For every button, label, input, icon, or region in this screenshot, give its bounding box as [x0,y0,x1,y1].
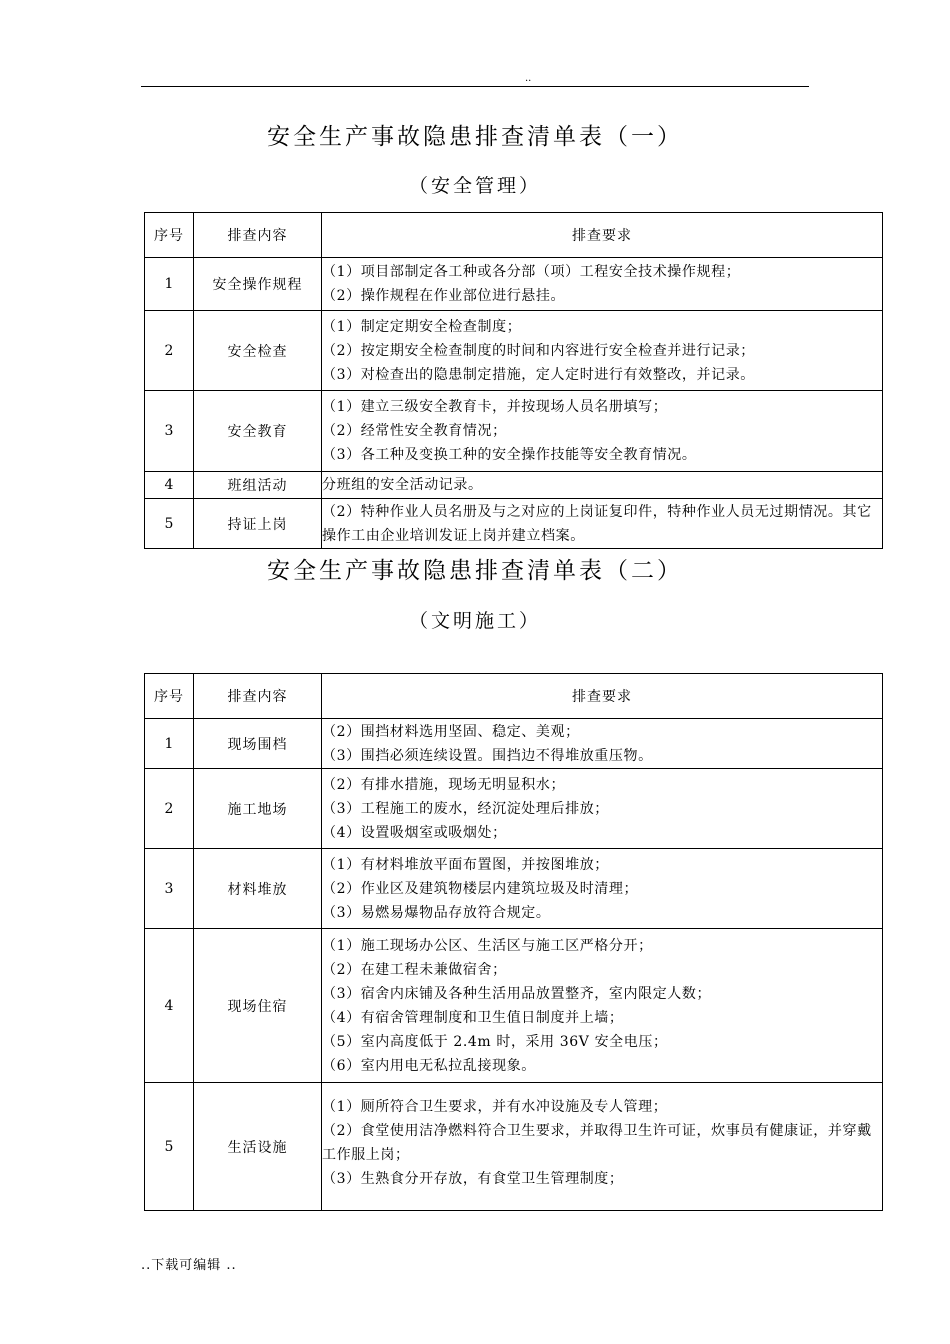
table-row [145,849,883,929]
requirement-line: （5）室内高度低于 2.4m 时，采用 36V 安全电压； [322,1033,668,1050]
table-row [145,769,883,849]
header-mark: .. [525,73,532,84]
table-row [145,929,883,1083]
table-row [145,258,883,311]
row-number: 4 [145,472,194,499]
row-number: 2 [145,311,194,391]
row-number: 5 [145,1083,194,1211]
requirement-line: （2）有排水措施，现场无明显积水； [322,776,566,793]
requirement-line: （3）工程施工的废水，经沉淀处理后排放； [322,800,609,817]
requirement-line: （2）作业区及建筑物楼层内建筑垃圾及时清理； [322,880,639,897]
table-header-row [145,213,883,258]
row-item: 班组活动 [194,472,322,499]
header-rule [141,86,809,87]
requirement-line: （6）室内用电无私拉乱接现象。 [322,1057,536,1074]
requirement-line: （4）设置吸烟室或吸烟处； [322,824,507,841]
row-item: 安全检查 [194,311,322,391]
column-header-no: 序号 [145,213,194,258]
row-number: 3 [145,391,194,472]
row-item: 现场住宿 [194,929,322,1083]
row-requirements [322,472,883,499]
requirement-line: （3）生熟食分开存放，有食堂卫生管理制度； [322,1170,624,1187]
row-requirements [322,391,883,472]
row-item: 材料堆放 [194,849,322,929]
table-row [145,499,883,549]
requirement-line: （1）施工现场办公区、生活区与施工区严格分开； [322,937,653,954]
column-header-item: 排查内容 [194,674,322,719]
spacer [322,1191,882,1199]
row-requirements [322,719,883,769]
requirement-line: （1）制定定期安全检查制度； [322,318,522,335]
row-requirements [322,311,883,391]
footer-note: ..下载可编辑 .. [141,1258,237,1273]
table-row [145,719,883,769]
section2-subtitle: （文明施工） [408,610,541,632]
requirement-line: （3）宿舍内床铺及各种生活用品放置整齐，室内限定人数； [322,985,712,1002]
section2-title: 安全生产事故隐患排查清单表（二） [267,558,683,584]
row-number: 5 [145,499,194,549]
row-item: 安全操作规程 [194,258,322,311]
row-requirements [322,929,883,1083]
row-item: 安全教育 [194,391,322,472]
requirement-line: （3）对检查出的隐患制定措施，定人定时进行有效整改，并记录。 [322,366,755,383]
requirement-line: （2）围挡材料选用坚固、稳定、美观； [322,723,580,740]
requirement-line: （1）厕所符合卫生要求，并有水冲设施及专人管理； [322,1098,668,1115]
civilized-construction-table [144,673,883,1211]
row-requirements [322,1083,883,1211]
section1-title: 安全生产事故隐患排查清单表（一） [267,124,683,150]
requirement-line: （2）特种作业人员名册及与之对应的上岗证复印件，特种作业人员无过期情况。其它操作工由企业培训发证上岗并建立档案。 [322,503,872,544]
requirement-line: （3）围挡必须连续设置。围挡边不得堆放重压物。 [322,747,653,764]
requirement-line: （4）有宿舍管理制度和卫生值日制度并上墙； [322,1009,624,1026]
table-row [145,472,883,499]
requirement-line: （1）项目部制定各工种或各分部（项）工程安全技术操作规程； [322,264,741,280]
row-item: 施工地场 [194,769,322,849]
row-requirements [322,499,883,549]
section1-subtitle: （安全管理） [408,175,541,197]
row-number: 4 [145,929,194,1083]
requirement-line: （2）经常性安全教育情况； [322,423,507,439]
row-item: 现场围档 [194,719,322,769]
requirement-line: （3）各工种及变换工种的安全操作技能等安全教育情况。 [322,447,697,463]
row-item: 持证上岗 [194,499,322,549]
row-number: 3 [145,849,194,929]
safety-management-table [144,212,883,549]
requirement-line: （2）在建工程未兼做宿舍； [322,961,507,978]
row-number: 2 [145,769,194,849]
table-row [145,311,883,391]
requirement-line: （2）操作规程在作业部位进行悬挂。 [322,288,566,304]
requirement-line: 分班组的安全活动记录。 [322,477,483,493]
column-header-requirement: 排查要求 [322,674,883,719]
row-requirements [322,258,883,311]
requirement-line: （2）按定期安全检查制度的时间和内容进行安全检查并进行记录； [322,342,755,359]
row-number: 1 [145,719,194,769]
row-item: 生活设施 [194,1083,322,1211]
requirement-line: （1）有材料堆放平面布置图，并按图堆放； [322,856,609,873]
row-number: 1 [145,258,194,311]
row-requirements [322,849,883,929]
table-row [145,391,883,472]
column-header-item: 排查内容 [194,213,322,258]
requirement-line: （1）建立三级安全教育卡，并按现场人员名册填写； [322,399,668,415]
requirement-line: （3）易燃易爆物品存放符合规定。 [322,904,551,921]
row-requirements [322,769,883,849]
column-header-requirement: 排查要求 [322,213,883,258]
column-header-no: 序号 [145,674,194,719]
requirement-line: （2）食堂使用洁净燃料符合卫生要求，并取得卫生许可证，炊事员有健康证，并穿戴工作服上岗； [322,1122,872,1163]
table-header-row [145,674,883,719]
table-row [145,1083,883,1211]
